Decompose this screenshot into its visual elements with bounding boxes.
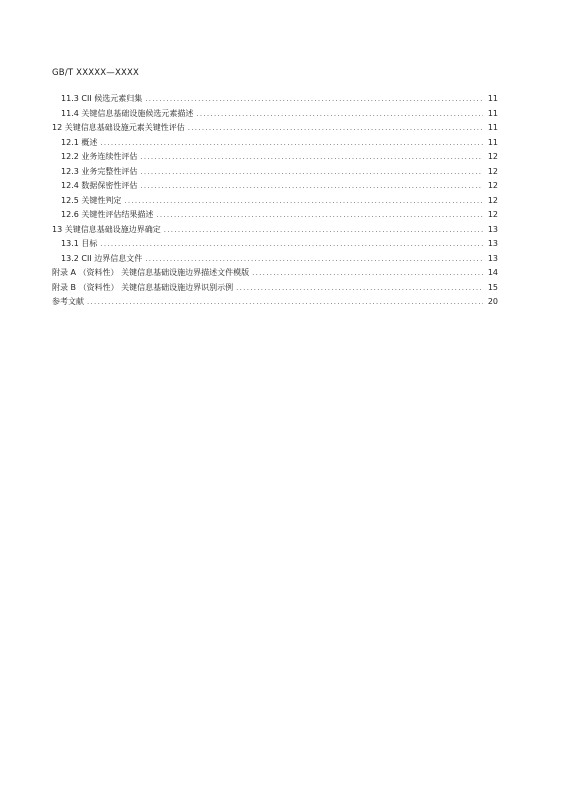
toc-dot-leader <box>140 165 483 180</box>
toc-dot-leader <box>140 150 483 165</box>
toc-entry[interactable] <box>52 92 498 107</box>
toc-entry-page-number: 12 <box>487 152 498 161</box>
toc-entry-page-number: 11 <box>487 94 498 103</box>
toc-entry-title: 12.3 业务完整性评估 <box>61 166 138 176</box>
toc-entry-page-number: 11 <box>487 137 498 147</box>
toc-entry[interactable] <box>52 136 498 151</box>
toc-entry-title: 12.6 关键性评估结果描述 <box>61 210 154 219</box>
toc-dot-leader <box>252 266 483 281</box>
toc-entry-title: 12.1 概述 <box>61 137 98 147</box>
toc-entry-page-number: 20 <box>487 297 498 306</box>
toc-dot-leader <box>100 237 483 252</box>
toc-dot-leader <box>100 136 483 151</box>
toc-dot-leader <box>145 252 483 267</box>
toc-dot-leader <box>124 194 483 209</box>
toc-entry-title: 附录 B （资料性） 关键信息基础设施边界识别示例 <box>52 282 234 292</box>
toc-dot-leader <box>236 281 483 296</box>
toc-entry[interactable] <box>52 208 498 223</box>
toc-entry[interactable] <box>52 107 498 122</box>
toc-entry-page-number: 13 <box>487 224 498 234</box>
toc-entry-title: 13.1 目标 <box>61 239 98 248</box>
toc-entry-page-number: 11 <box>487 123 498 132</box>
toc-entry[interactable] <box>52 165 498 180</box>
toc-entry[interactable] <box>52 281 498 296</box>
toc-entry-title: 13.2 CII 边界信息文件 <box>61 253 143 263</box>
toc-dot-leader <box>188 121 483 136</box>
toc-entry-title: 12 关键信息基础设施元素关键性评估 <box>52 123 185 132</box>
toc-dot-leader <box>196 107 483 122</box>
toc-entry-page-number: 13 <box>487 239 498 248</box>
toc-entry-page-number: 12 <box>487 210 498 219</box>
toc-dot-leader <box>140 179 483 194</box>
toc-entry-title: 13 关键信息基础设施边界确定 <box>52 224 161 234</box>
toc-entry[interactable] <box>52 237 498 252</box>
toc-entry-title: 12.4 数据保密性评估 <box>61 181 138 190</box>
toc-entry-page-number: 12 <box>487 181 498 190</box>
toc-entry[interactable] <box>52 121 498 136</box>
toc-dot-leader <box>156 208 483 223</box>
toc-dot-leader <box>87 295 483 310</box>
toc-entry-page-number: 11 <box>487 108 498 118</box>
toc-entry-title: 12.2 业务连续性评估 <box>61 152 138 161</box>
toc-entry-title: 11.4 关键信息基础设施候选元素描述 <box>61 108 194 118</box>
document-code-header: GB/T XXXXX—XXXX <box>52 68 140 78</box>
toc-entry[interactable] <box>52 179 498 194</box>
toc-entry[interactable] <box>52 223 498 238</box>
toc-entry-page-number: 12 <box>487 166 498 176</box>
toc-entry[interactable] <box>52 252 498 267</box>
toc-entry[interactable] <box>52 295 498 310</box>
toc-entry-page-number: 13 <box>487 253 498 263</box>
toc-entry-page-number: 15 <box>487 282 498 292</box>
toc-dot-leader <box>164 223 483 238</box>
toc-entry[interactable] <box>52 194 498 209</box>
toc-entry-title: 11.3 CII 候选元素归集 <box>61 94 143 103</box>
toc-entry-title: 参考文献 <box>52 297 84 306</box>
toc-dot-leader <box>145 92 483 107</box>
toc-entry-title: 附录 A （资料性） 关键信息基础设施边界描述文件模版 <box>52 268 250 277</box>
toc-entry-page-number: 14 <box>487 268 498 277</box>
table-of-contents <box>52 92 498 310</box>
toc-entry[interactable] <box>52 150 498 165</box>
toc-entry-page-number: 12 <box>487 195 498 205</box>
toc-entry-title: 12.5 关键性判定 <box>61 195 122 205</box>
toc-entry[interactable] <box>52 266 498 281</box>
